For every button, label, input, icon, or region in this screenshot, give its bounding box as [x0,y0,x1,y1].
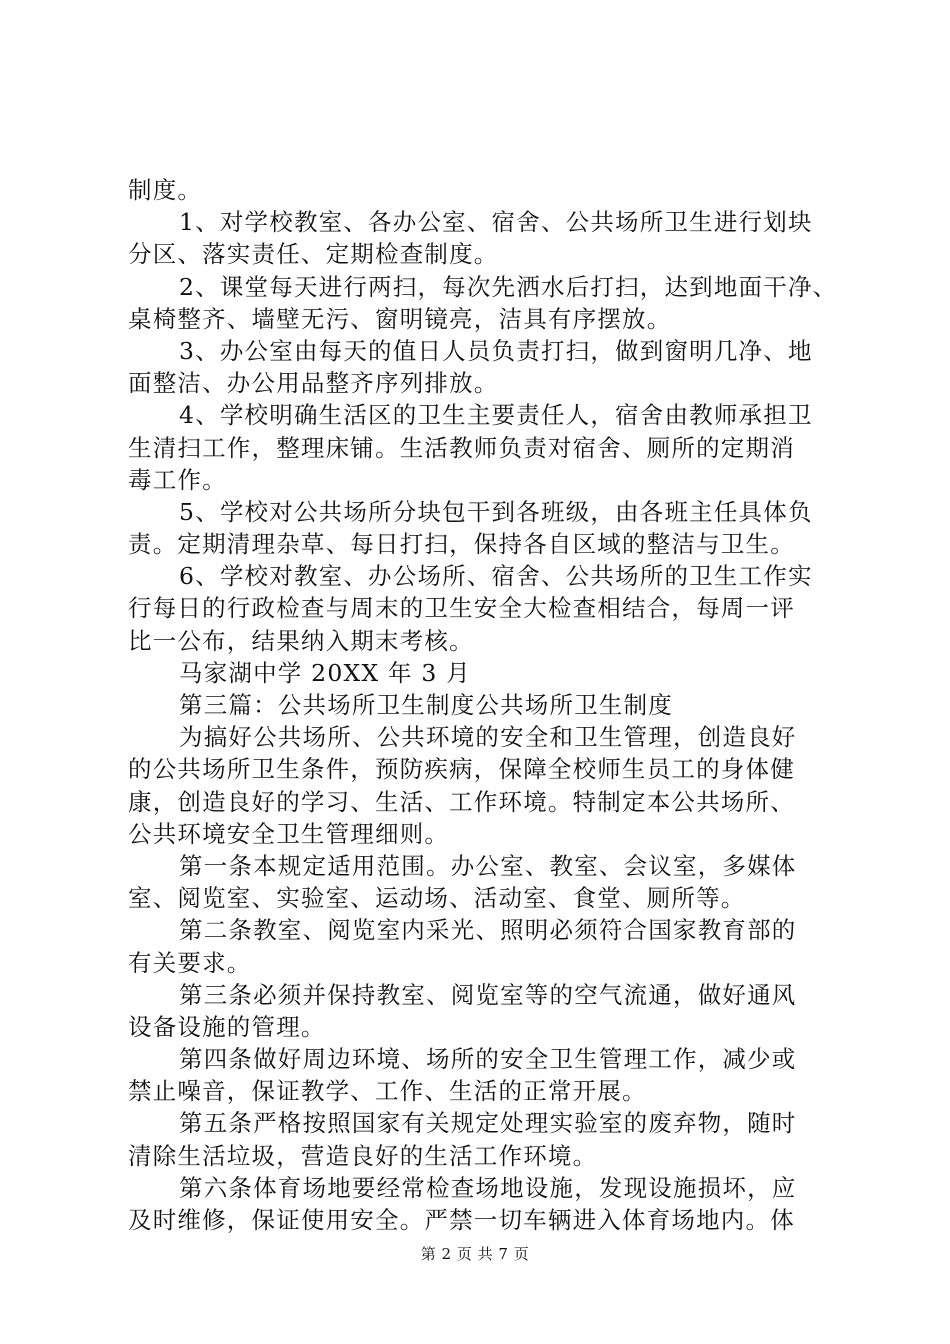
text-line: 的公共场所卫生条件，预防疾病，保障全校师生员工的身体健 [128,755,795,784]
text-line: 及时维修，保证使用安全。严禁一切车辆进入体育场地内。体 [128,1206,795,1234]
text-line: 第二条教室、阅览室内采光、照明必须符合国家教育部的 [179,916,797,945]
text-line: 第一条本规定适用范围。办公室、教室、会议室，多媒体 [179,851,797,880]
text-line: 3、办公室由每天的值日人员负责打扫，做到窗明几净、地 [179,336,813,365]
signature-line: 马家湖中学 20XX 年 3 月 [179,658,471,687]
text-line: 面整洁、办公用品整齐序列排放。 [128,369,499,398]
text-line: 4、学校明确生活区的卫生主要责任人，宿舍由教师承担卫 [179,401,813,430]
text-line: 室、阅览室、实验室、运动场、活动室、食堂、厕所等。 [128,884,746,913]
page-number-footer: 第 2 页 共 7 页 [420,1245,530,1263]
text-line: 制度。 [128,176,203,204]
text-line: 2、课堂每天进行两扫，每次先洒水后打扫，达到地面干净、 [179,272,838,301]
document-body [128,174,838,1236]
text-line: 6、学校对教室、办公场所、宿舍、公共场所的卫生工作实 [179,562,813,591]
text-line: 清除生活垃圾，营造良好的生活工作环境。 [128,1141,598,1170]
text-line: 比一公布，结果纳入期末考核。 [128,626,474,655]
text-line: 毒工作。 [128,465,227,494]
text-line: 5、学校对公共场所分块包干到各班级，由各班主任具体负 [179,497,813,526]
text-line: 有关要求。 [128,948,252,977]
text-line: 第六条体育场地要经常检查场地设施，发现设施损坏，应 [179,1173,797,1202]
text-line: 生清扫工作，整理床铺。生活教师负责对宿舍、厕所的定期消 [128,433,795,462]
text-line: 公共环境安全卫生管理细则。 [128,819,450,848]
text-line: 第四条做好周边环境、场所的安全卫生管理工作，减少或 [179,1045,797,1074]
text-line: 禁止噪音，保证教学、工作、生活的正常开展。 [128,1077,647,1106]
text-line: 设备设施的管理。 [128,1012,326,1041]
section-heading: 第三篇：公共场所卫生制度公共场所卫生制度 [179,691,673,719]
text-line: 分区、落实责任、定期检查制度。 [128,240,499,269]
text-line: 第三条必须并保持教室、阅览室等的空气流通，做好通风 [179,980,797,1009]
text-line: 为搞好公共场所、公共环境的安全和卫生管理，创造良好 [179,723,797,752]
text-line: 行每日的行政检查与周末的卫生安全大检查相结合，每周一评 [128,594,795,623]
text-line: 桌椅整齐、墙壁无污、窗明镜亮，洁具有序摆放。 [128,304,672,333]
text-line: 1、对学校教室、各办公室、宿舍、公共场所卫生进行划块 [179,208,813,237]
text-line: 第五条严格按照国家有关规定处理实验室的废弃物，随时 [179,1109,797,1138]
text-line: 责。定期清理杂草、每日打扫，保持各自区域的整洁与卫生。 [128,530,795,559]
text-line: 康，创造良好的学习、生活、工作环境。特制定本公共场所、 [128,787,795,816]
